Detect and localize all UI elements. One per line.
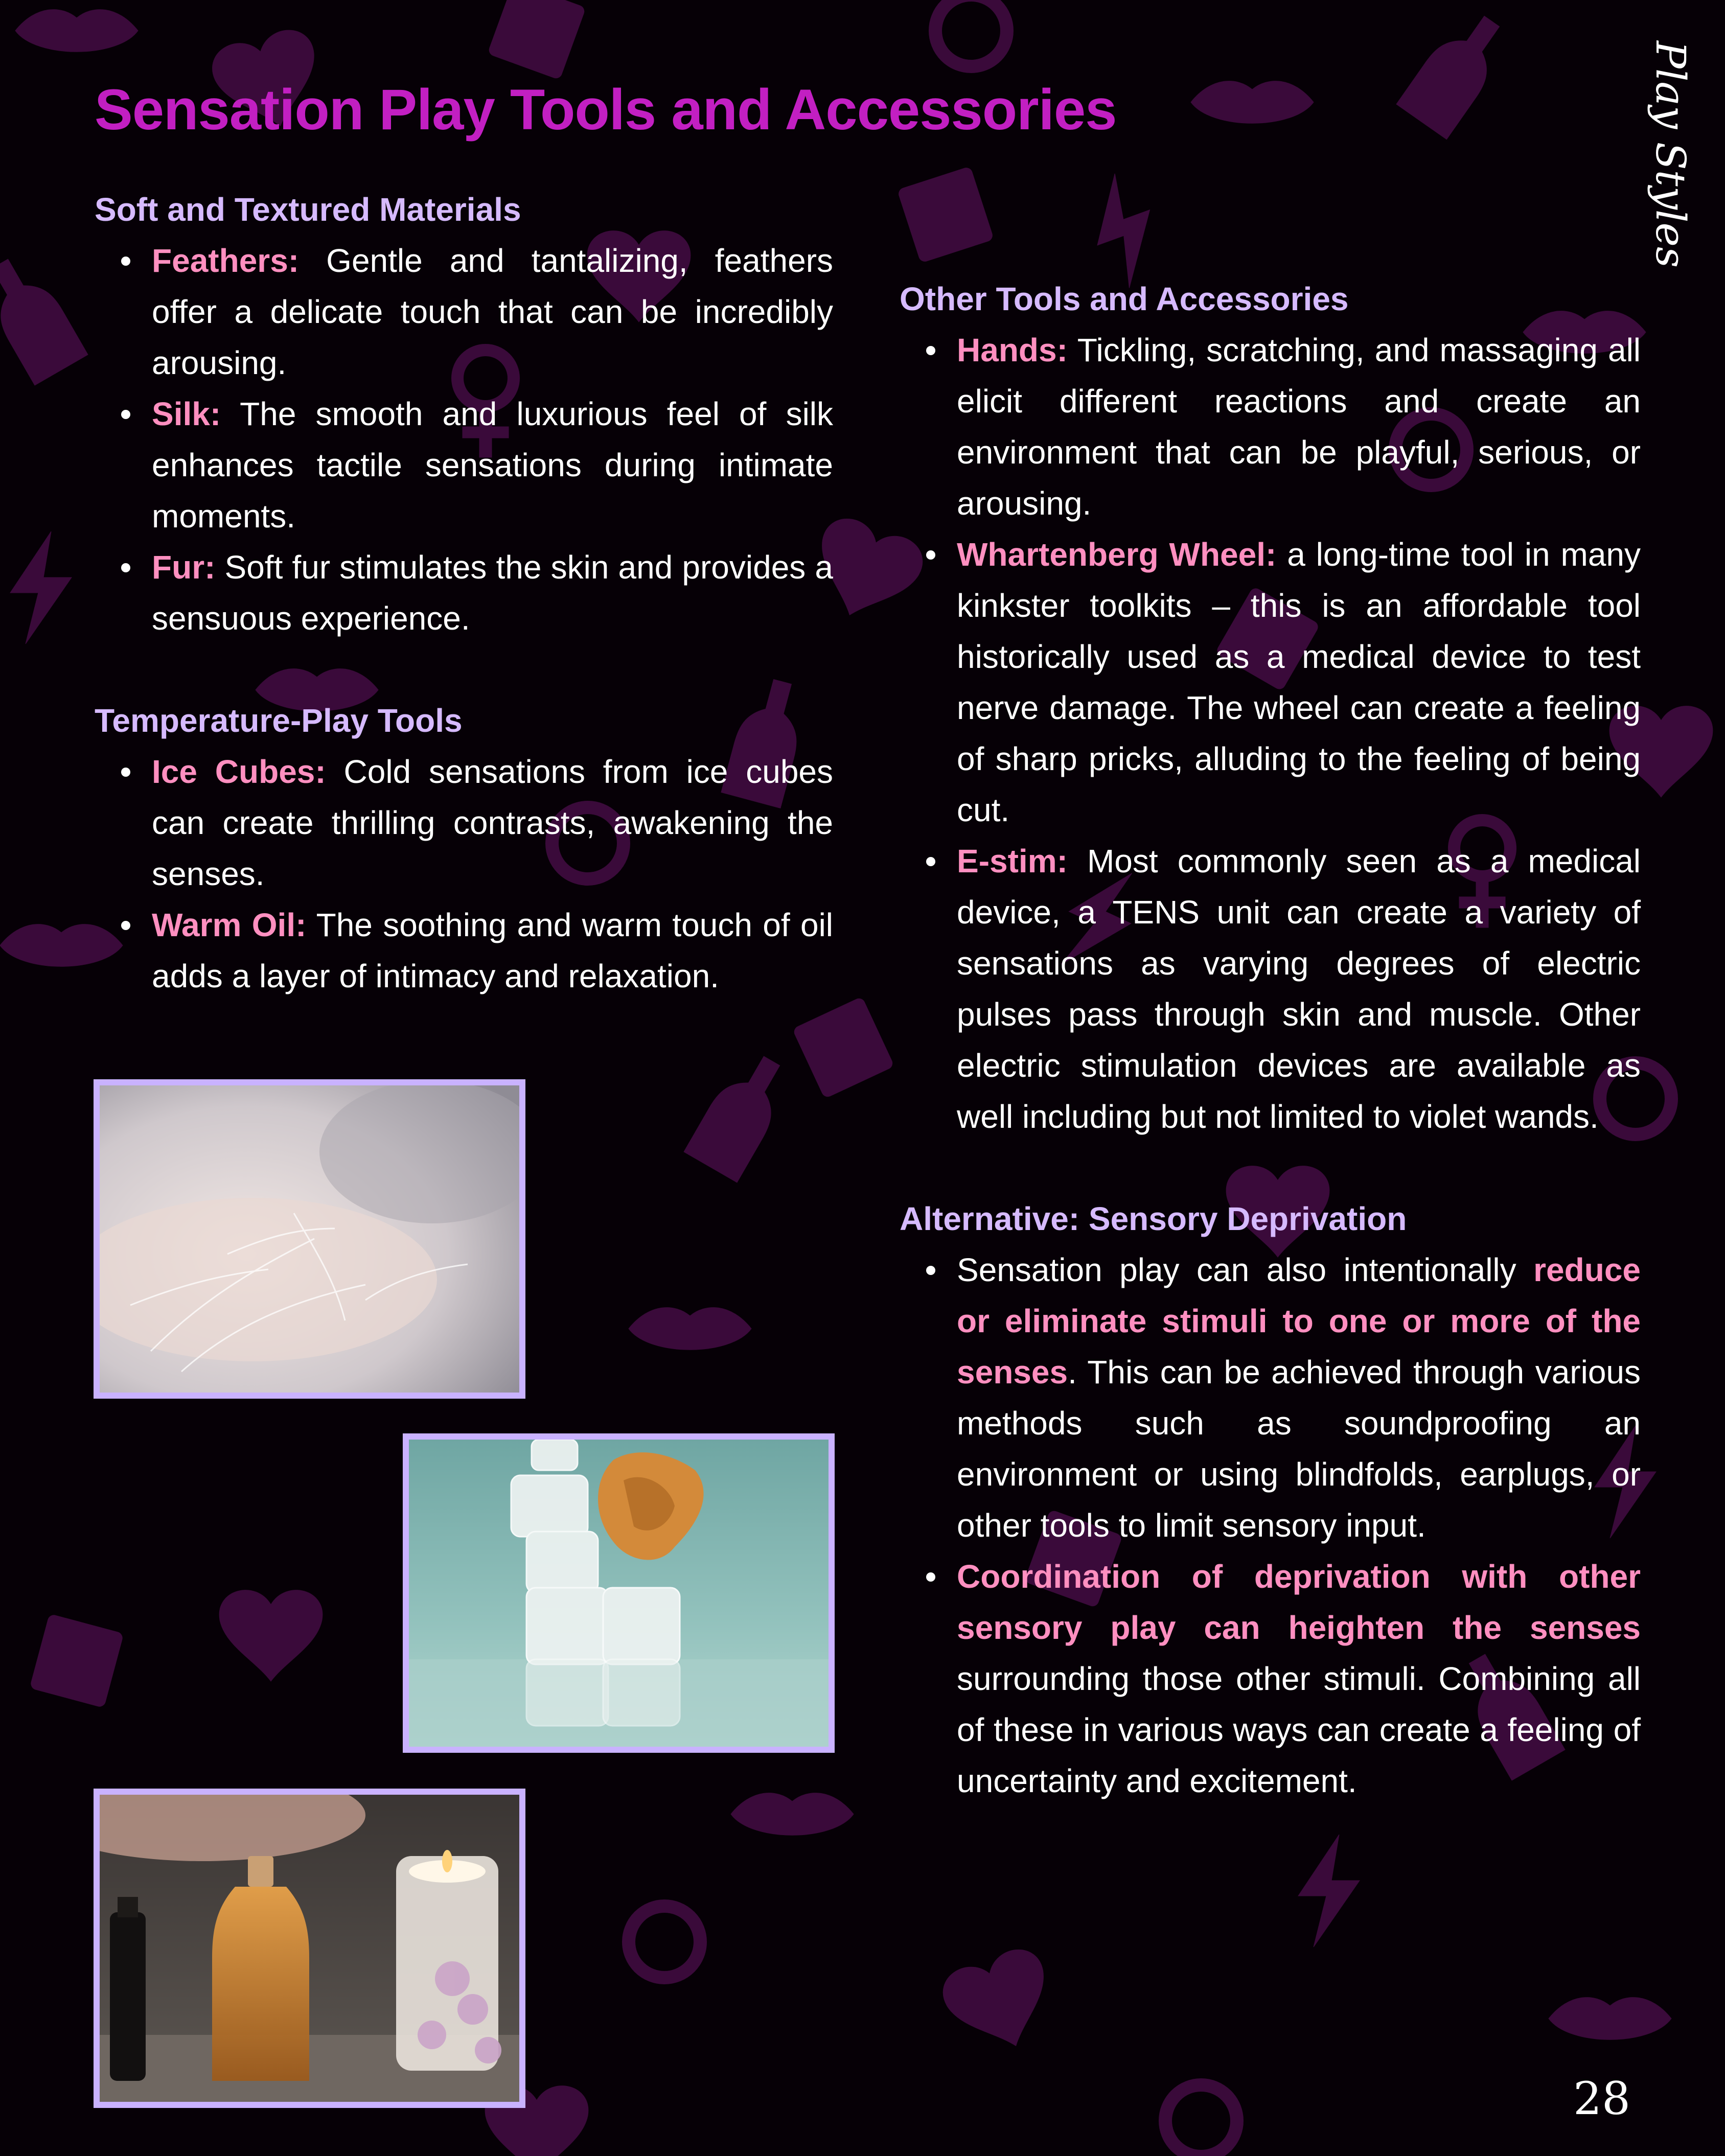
oil-candle-photo — [94, 1789, 525, 2108]
temperature-tools-heading: Temperature-Play Tools — [95, 702, 463, 739]
item-text: Tickling, scratching, and massaging all elicit different reactions and create an environment that can be playful, serious, or arousing. — [957, 332, 1641, 522]
soft-materials-heading: Soft and Textured Materials — [95, 191, 521, 228]
item-text: The soothing and warm touch of oil adds a layer of intimacy and relaxation. — [152, 907, 833, 994]
item-text: Gentle and tantalizing, feathers offer a delicate touch that can be incredibly arousing. — [152, 242, 833, 381]
list-item-feathers — [95, 235, 833, 388]
list-item-hands — [900, 324, 1641, 529]
sensory-deprivation-heading: Alternative: Sensory Deprivation — [900, 1200, 1407, 1237]
list-item-deprivation-intro — [900, 1244, 1641, 1551]
spacer — [900, 1142, 1641, 1193]
temperature-tools-list — [95, 746, 833, 1002]
item-label: E-stim: — [957, 843, 1068, 879]
item-highlight: reduce or eliminate stimuli to one or more of the senses — [957, 1251, 1641, 1390]
list-item-warm-oil — [95, 899, 833, 1002]
item-text: . This can be achieved through various methods such as soundproofing an environment or using blindfolds, earplugs, or other tools to limit sensory input. — [957, 1354, 1641, 1544]
spacer — [95, 644, 833, 695]
right-column — [900, 273, 1641, 1806]
list-item-silk — [95, 388, 833, 542]
item-label: Warm Oil: — [152, 907, 307, 943]
item-text: Sensation play can also intentionally — [957, 1251, 1534, 1288]
item-label: Feathers: — [152, 242, 300, 279]
left-column — [95, 184, 833, 1002]
item-label: Ice Cubes: — [152, 753, 326, 790]
item-text: Most commonly seen as a medical device, a TENS unit can create a variety of sensations as varying degrees of electric pulses pass through skin and muscle. Other electric stimulation devices are available as well including but not limited to violet wands. — [957, 843, 1641, 1135]
item-highlight: Coordination of deprivation with other sensory play can heighten the senses — [957, 1558, 1641, 1646]
feathers-photo — [94, 1079, 525, 1399]
item-text: surrounding those other stimuli. Combining all of these in various ways can create a feeling of uncertainty and excitement. — [957, 1660, 1641, 1799]
soft-materials-list — [95, 235, 833, 644]
other-tools-heading: Other Tools and Accessories — [900, 281, 1349, 317]
sensory-deprivation-list — [900, 1244, 1641, 1806]
item-label: Whartenberg Wheel: — [957, 536, 1277, 573]
list-item-fur — [95, 542, 833, 644]
item-text: a long-time tool in many kinkster toolkits – this is an affordable tool historically used as a medical device to test nerve damage. The wheel can create a feeling of sharp pricks, alluding to the feeling of being cut. — [957, 536, 1641, 828]
other-tools-list — [900, 324, 1641, 1142]
list-item-deprivation-coordination — [900, 1551, 1641, 1806]
item-label: Hands: — [957, 332, 1068, 368]
page-number: 28 — [1573, 2072, 1630, 2125]
item-text: Soft fur stimulates the skin and provides a sensuous experience. — [152, 549, 833, 637]
list-item-wheel — [900, 529, 1641, 836]
side-label-text: Play Styles — [1647, 41, 1694, 268]
item-label: Silk: — [152, 396, 221, 432]
section-side-label — [1633, 41, 1699, 286]
list-item-ice-cubes — [95, 746, 833, 899]
ice-cubes-photo — [403, 1433, 835, 1753]
page-title: Sensation Play Tools and Accessories — [95, 78, 1117, 142]
item-text: Cold sensations from ice cubes can create thrilling contrasts, awakening the senses. — [152, 753, 834, 892]
list-item-e-stim — [900, 836, 1641, 1142]
item-text: The smooth and luxurious feel of silk enhances tactile sensations during intimate moments. — [152, 396, 833, 535]
item-label: Fur: — [152, 549, 216, 586]
